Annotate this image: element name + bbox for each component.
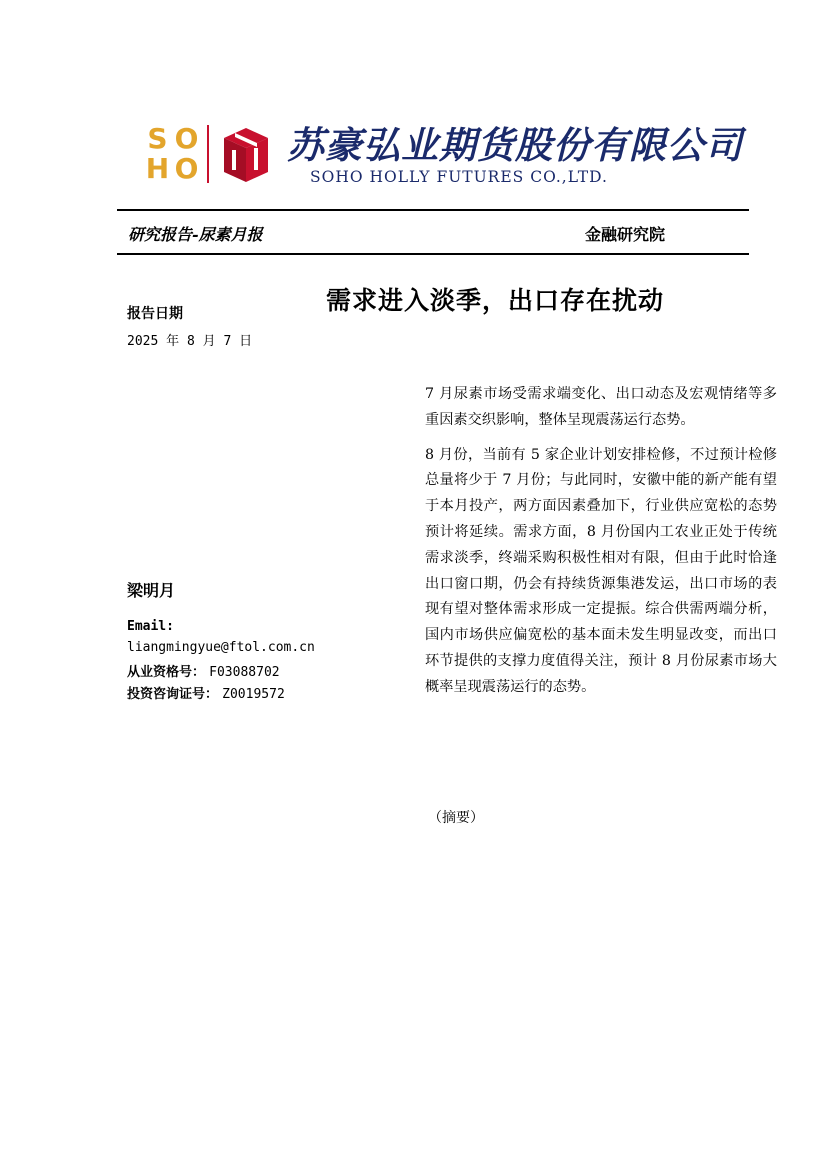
institute-name: 金融研究院 <box>585 225 666 244</box>
email-link[interactable]: liangmingyue@ftol.com.cn <box>127 640 315 655</box>
header-top-rule <box>117 209 749 211</box>
company-name-cn: 苏豪弘业期货股份有限公司 <box>287 123 743 167</box>
summary-tag: （摘要） <box>428 810 484 826</box>
logo-divider <box>207 125 209 183</box>
page-title: 需求进入淡季，出口存在扰动 <box>326 286 665 315</box>
soho-logo-grid <box>143 124 201 184</box>
license-value: F03088702 <box>209 665 280 680</box>
abstract-paragraph: 7 月尿素市场受需求端变化、出口动态及宏观情绪等多重因素交织影响，整体呈现震荡运行态势。 <box>425 386 777 428</box>
author-name: 梁明月 <box>127 581 176 600</box>
logo-letter: O <box>174 152 199 185</box>
report-date-value: 2025 年 8 月 7 日 <box>127 334 253 349</box>
logo-letter: S <box>147 122 168 155</box>
report-type: 研究报告-尿素月报 <box>128 225 263 244</box>
report-date-label: 报告日期 <box>127 306 183 322</box>
logo-letter: H <box>145 152 170 185</box>
license-label: 从业资格号： <box>127 665 206 680</box>
license-row <box>127 661 280 680</box>
advisor-row <box>127 683 285 702</box>
email-label: Email: <box>127 619 174 634</box>
abstract-paragraph: 8 月份，当前有 5 家企业计划安排检修，不过预计检修总量将少于 7 月份；与此同时，安徽中能的新产能有望于本月投产，两方面因素叠加下，行业供应宽松的态势预计将延续。需求方面，8 月份国内工农业正处于传统需求淡季，终端采购积极性相对有限，但由于此时恰逢出口窗口期，仍会有持续货源集港发运，出口市场的表现有望对整体需求形成一定提振。综合供需两端分析，国内市场供应偏宽松的基本面未发生明显改变，而出口环节提供的支撑力度值得关注，预计 8 月份尿素市场大概率呈现震荡运行的态势。 <box>425 446 777 695</box>
box-logo-icon <box>220 124 272 184</box>
advisor-label: 投资咨询证号： <box>127 687 219 702</box>
header-bottom-rule <box>117 253 749 255</box>
logo-letter: O <box>174 122 199 155</box>
abstract-body <box>425 382 777 710</box>
company-name-en: SOHO HOLLY FUTURES CO.,LTD. <box>310 168 608 186</box>
advisor-value: Z0019572 <box>222 687 285 702</box>
